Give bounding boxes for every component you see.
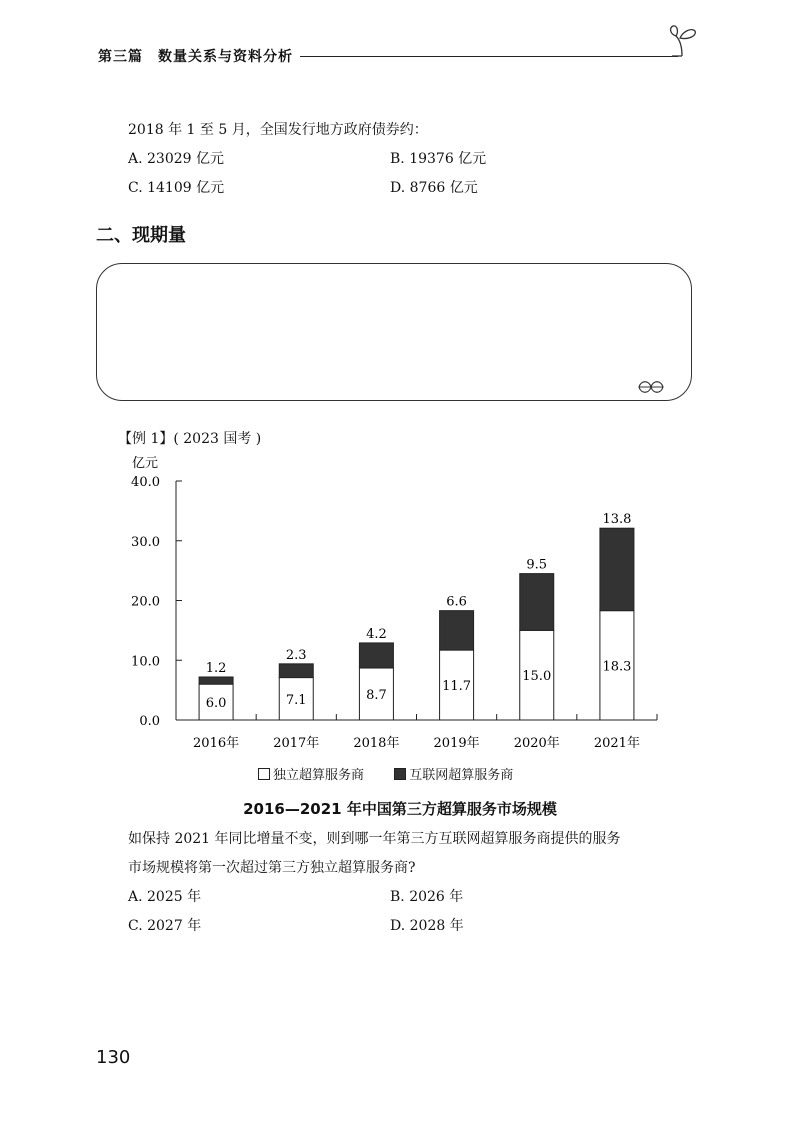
data-label-internet: 9.5 xyxy=(526,557,548,573)
bar-internet xyxy=(359,643,393,668)
option-c: C. 14109 亿元 xyxy=(128,180,225,196)
legend-swatch-independent xyxy=(258,768,270,780)
data-label-internet: 4.2 xyxy=(366,626,387,642)
header-rule xyxy=(300,56,678,57)
note-box xyxy=(96,263,692,401)
y-axis-label: 亿元 xyxy=(132,456,159,471)
x-tick-label: 2020年 xyxy=(513,736,560,751)
bar-internet xyxy=(440,611,474,650)
x-tick-label: 2016年 xyxy=(193,736,240,751)
y-tick-label: 30.0 xyxy=(131,534,160,550)
x-tick-label: 2021年 xyxy=(593,736,640,751)
legend-swatch-internet xyxy=(394,768,406,780)
bar-internet xyxy=(199,677,233,684)
option-a: A. 23029 亿元 xyxy=(128,151,224,167)
stacked-bar-chart xyxy=(100,445,680,775)
option-c: C. 2027 年 xyxy=(128,918,202,934)
y-tick-label: 0.0 xyxy=(139,714,160,729)
bar-internet xyxy=(600,528,634,610)
x-tick-label: 2018年 xyxy=(353,736,400,751)
data-label-internet: 13.8 xyxy=(602,512,632,528)
page-number: 130 xyxy=(96,1047,131,1068)
question2-line2: 市场规模将第一次超过第三方独立超算服务商? xyxy=(128,860,416,876)
question-stem: 2018 年 1 至 5 月，全国发行地方政府债券约： xyxy=(128,122,428,138)
leaf-icon xyxy=(636,378,666,396)
option-a: A. 2025 年 xyxy=(128,889,202,905)
x-tick-label: 2017年 xyxy=(273,736,320,751)
running-header-title: 第三篇 数量关系与资料分析 xyxy=(98,49,293,65)
section-heading: 二、现期量 xyxy=(96,225,186,246)
data-label-independent: 6.0 xyxy=(205,696,227,712)
chart-legend xyxy=(258,764,513,783)
y-tick-label: 20.0 xyxy=(131,594,160,610)
data-label-independent: 8.7 xyxy=(366,688,387,704)
data-label-internet: 2.3 xyxy=(285,647,307,663)
y-tick-label: 10.0 xyxy=(131,654,160,670)
example-label: 【例 1】( 2023 国考 ) xyxy=(118,431,262,447)
bar-internet xyxy=(520,574,554,631)
option-d: D. 8766 亿元 xyxy=(390,180,478,196)
sprout-icon xyxy=(668,22,698,62)
legend-label-internet: 互联网超算服务商 xyxy=(409,768,514,783)
data-label-independent: 7.1 xyxy=(285,692,307,708)
question2-line1: 如保持 2021 年同比增量不变，则到哪一年第三方互联网超算服务商提供的服务 xyxy=(128,831,621,847)
chart-title: 2016—2021 年中国第三方超算服务市场规模 xyxy=(243,800,557,818)
data-label-independent: 15.0 xyxy=(522,669,552,685)
data-label-independent: 18.3 xyxy=(602,659,632,675)
legend-label-independent: 独立超算服务商 xyxy=(273,768,365,783)
bar-internet xyxy=(279,664,313,678)
data-label-internet: 1.2 xyxy=(205,660,227,676)
y-tick-label: 40.0 xyxy=(131,475,160,490)
x-tick-label: 2019年 xyxy=(433,736,480,751)
data-label-internet: 6.6 xyxy=(446,594,467,610)
option-d: D. 2028 年 xyxy=(390,918,464,934)
option-b: B. 19376 亿元 xyxy=(390,151,487,167)
option-b: B. 2026 年 xyxy=(390,889,464,905)
data-label-independent: 11.7 xyxy=(442,679,472,695)
